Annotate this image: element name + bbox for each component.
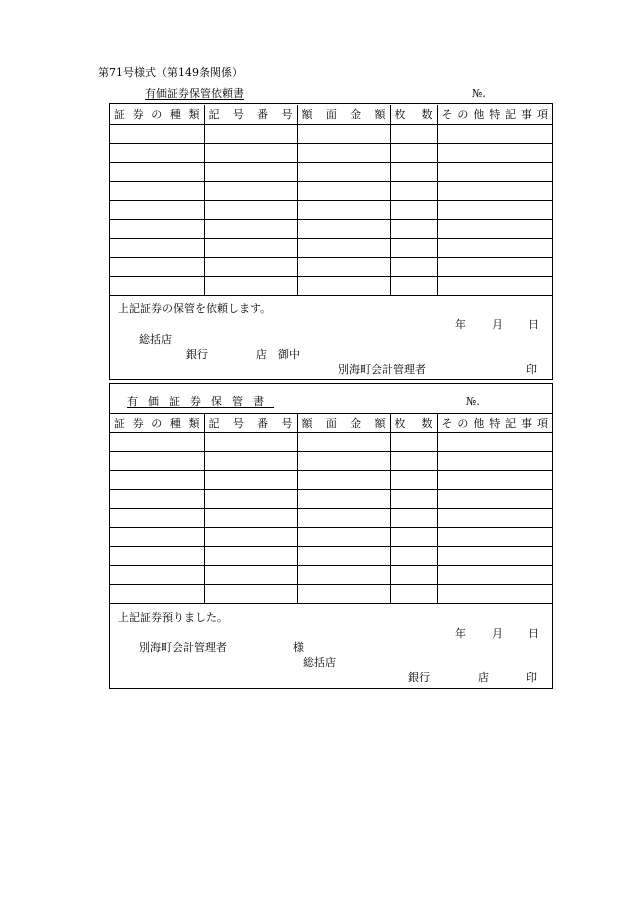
- table-cell: [297, 200, 390, 219]
- table-cell: [437, 471, 552, 490]
- form-number: 第71号様式（第149条関係）: [98, 66, 243, 79]
- table-cell: [437, 143, 552, 162]
- request-form-title: 有価証券保管依頼書: [145, 87, 244, 100]
- table-row: [110, 433, 552, 452]
- table-row: [110, 257, 552, 276]
- table-cell: [297, 276, 390, 295]
- table-cell: [390, 452, 437, 471]
- table-cell: [204, 276, 297, 295]
- table-cell: [297, 509, 390, 528]
- table-row: [110, 276, 552, 295]
- table-cell: [204, 257, 297, 276]
- table-cell: [437, 124, 552, 143]
- table-cell: [437, 162, 552, 181]
- receipt-statement: 上記証券預りました。: [118, 611, 228, 624]
- table-cell: [204, 219, 297, 238]
- table-cell: [390, 162, 437, 181]
- column-header-face-value: 額 面 金 額: [297, 414, 390, 433]
- table-header-row: [110, 414, 552, 433]
- table-cell: [297, 162, 390, 181]
- receipt-form-title: 有価証券保管書: [127, 395, 274, 408]
- table-cell: [110, 585, 204, 604]
- table-cell: [204, 471, 297, 490]
- table-cell: [437, 528, 552, 547]
- table-cell: [437, 585, 552, 604]
- table-cell: [110, 124, 204, 143]
- table-cell: [437, 238, 552, 257]
- addressee-shop: 店 御中: [256, 348, 300, 361]
- table-cell: [204, 181, 297, 200]
- column-header-type: 証 券 の 種 類: [110, 414, 204, 433]
- table-cell: [110, 219, 204, 238]
- table-cell: [297, 471, 390, 490]
- request-form-frame: [109, 103, 553, 380]
- table-cell: [204, 490, 297, 509]
- date-day-label: 日: [528, 627, 539, 640]
- table-cell: [297, 566, 390, 585]
- addressee-branch: 総括店: [139, 333, 172, 346]
- table-cell: [390, 200, 437, 219]
- table-cell: [437, 490, 552, 509]
- table-cell: [204, 162, 297, 181]
- table-cell: [437, 200, 552, 219]
- table-row: [110, 509, 552, 528]
- table-cell: [297, 219, 390, 238]
- table-row: [110, 566, 552, 585]
- table-cell: [110, 181, 204, 200]
- table-cell: [110, 162, 204, 181]
- column-header-remarks: そ の 他 特 記 事 項: [437, 414, 552, 433]
- table-cell: [297, 547, 390, 566]
- table-cell: [297, 452, 390, 471]
- issuer-branch: 総括店: [303, 656, 336, 669]
- table-cell: [204, 509, 297, 528]
- sender-name: 別海町会計管理者: [338, 363, 426, 376]
- table-row: [110, 124, 552, 143]
- issuer-bank: 銀行: [408, 671, 430, 684]
- table-cell: [204, 200, 297, 219]
- table-cell: [204, 238, 297, 257]
- table-cell: [297, 490, 390, 509]
- table-row: [110, 528, 552, 547]
- table-row: [110, 181, 552, 200]
- table-cell: [204, 547, 297, 566]
- table-cell: [437, 257, 552, 276]
- table-cell: [390, 433, 437, 452]
- table-cell: [204, 433, 297, 452]
- table-cell: [437, 509, 552, 528]
- column-header-count: 枚 数: [390, 414, 437, 433]
- table-cell: [110, 257, 204, 276]
- table-cell: [390, 181, 437, 200]
- table-cell: [297, 585, 390, 604]
- date-year-label: 年: [455, 318, 466, 331]
- table-row: [110, 490, 552, 509]
- table-row: [110, 471, 552, 490]
- table-cell: [390, 490, 437, 509]
- column-header-number: 記 号 番 号: [204, 105, 297, 124]
- date-year-label: 年: [455, 627, 466, 640]
- table-cell: [390, 585, 437, 604]
- table-cell: [297, 181, 390, 200]
- table-cell: [110, 566, 204, 585]
- table-cell: [110, 276, 204, 295]
- table-cell: [110, 528, 204, 547]
- table-cell: [297, 124, 390, 143]
- column-header-remarks: そ の 他 特 記 事 項: [437, 105, 552, 124]
- column-header-count: 枚 数: [390, 105, 437, 124]
- table-cell: [390, 547, 437, 566]
- table-row: [110, 162, 552, 181]
- table-cell: [110, 471, 204, 490]
- table-cell: [110, 547, 204, 566]
- table-cell: [437, 452, 552, 471]
- table-cell: [390, 238, 437, 257]
- table-cell: [110, 509, 204, 528]
- table-cell: [110, 238, 204, 257]
- table-cell: [390, 509, 437, 528]
- table-cell: [110, 200, 204, 219]
- table-cell: [297, 143, 390, 162]
- table-cell: [437, 219, 552, 238]
- table-cell: [437, 433, 552, 452]
- table-cell: [110, 433, 204, 452]
- table-row: [110, 585, 552, 604]
- table-cell: [110, 143, 204, 162]
- table-row: [110, 547, 552, 566]
- column-header-number: 記 号 番 号: [204, 414, 297, 433]
- table-cell: [204, 124, 297, 143]
- table-cell: [110, 490, 204, 509]
- table-cell: [297, 238, 390, 257]
- table-cell: [437, 547, 552, 566]
- table-cell: [204, 143, 297, 162]
- table-cell: [297, 528, 390, 547]
- table-cell: [390, 276, 437, 295]
- table-cell: [390, 471, 437, 490]
- table-cell: [297, 257, 390, 276]
- table-cell: [437, 566, 552, 585]
- addressee-name: 別海町会計管理者: [139, 641, 227, 654]
- column-header-face-value: 額 面 金 額: [297, 105, 390, 124]
- table-row: [110, 200, 552, 219]
- table-cell: [204, 528, 297, 547]
- table-row: [110, 219, 552, 238]
- table-cell: [390, 566, 437, 585]
- table-cell: [390, 219, 437, 238]
- date-month-label: 月: [492, 627, 503, 640]
- table-cell: [110, 452, 204, 471]
- table-cell: [390, 143, 437, 162]
- receipt-form-frame: [109, 383, 553, 689]
- receipt-number-label: №.: [466, 395, 480, 408]
- request-number-label: №.: [472, 87, 486, 100]
- table-row: [110, 238, 552, 257]
- table-cell: [390, 124, 437, 143]
- table-cell: [437, 181, 552, 200]
- seal-mark: 印: [526, 671, 537, 684]
- seal-mark: 印: [526, 363, 537, 376]
- date-day-label: 日: [528, 318, 539, 331]
- table-row: [110, 452, 552, 471]
- table-cell: [297, 433, 390, 452]
- table-row: [110, 143, 552, 162]
- honorific: 様: [293, 641, 304, 654]
- table-header-row: [110, 105, 552, 124]
- addressee-bank: 銀行: [186, 348, 208, 361]
- receipt-securities-table: [110, 413, 552, 604]
- date-month-label: 月: [492, 318, 503, 331]
- issuer-shop: 店: [478, 671, 489, 684]
- request-statement: 上記証券の保管を依頼します。: [118, 302, 272, 315]
- table-cell: [204, 452, 297, 471]
- table-cell: [204, 566, 297, 585]
- table-cell: [204, 585, 297, 604]
- column-header-type: 証 券 の 種 類: [110, 105, 204, 124]
- table-cell: [390, 528, 437, 547]
- request-securities-table: [110, 105, 552, 296]
- table-cell: [390, 257, 437, 276]
- table-cell: [437, 276, 552, 295]
